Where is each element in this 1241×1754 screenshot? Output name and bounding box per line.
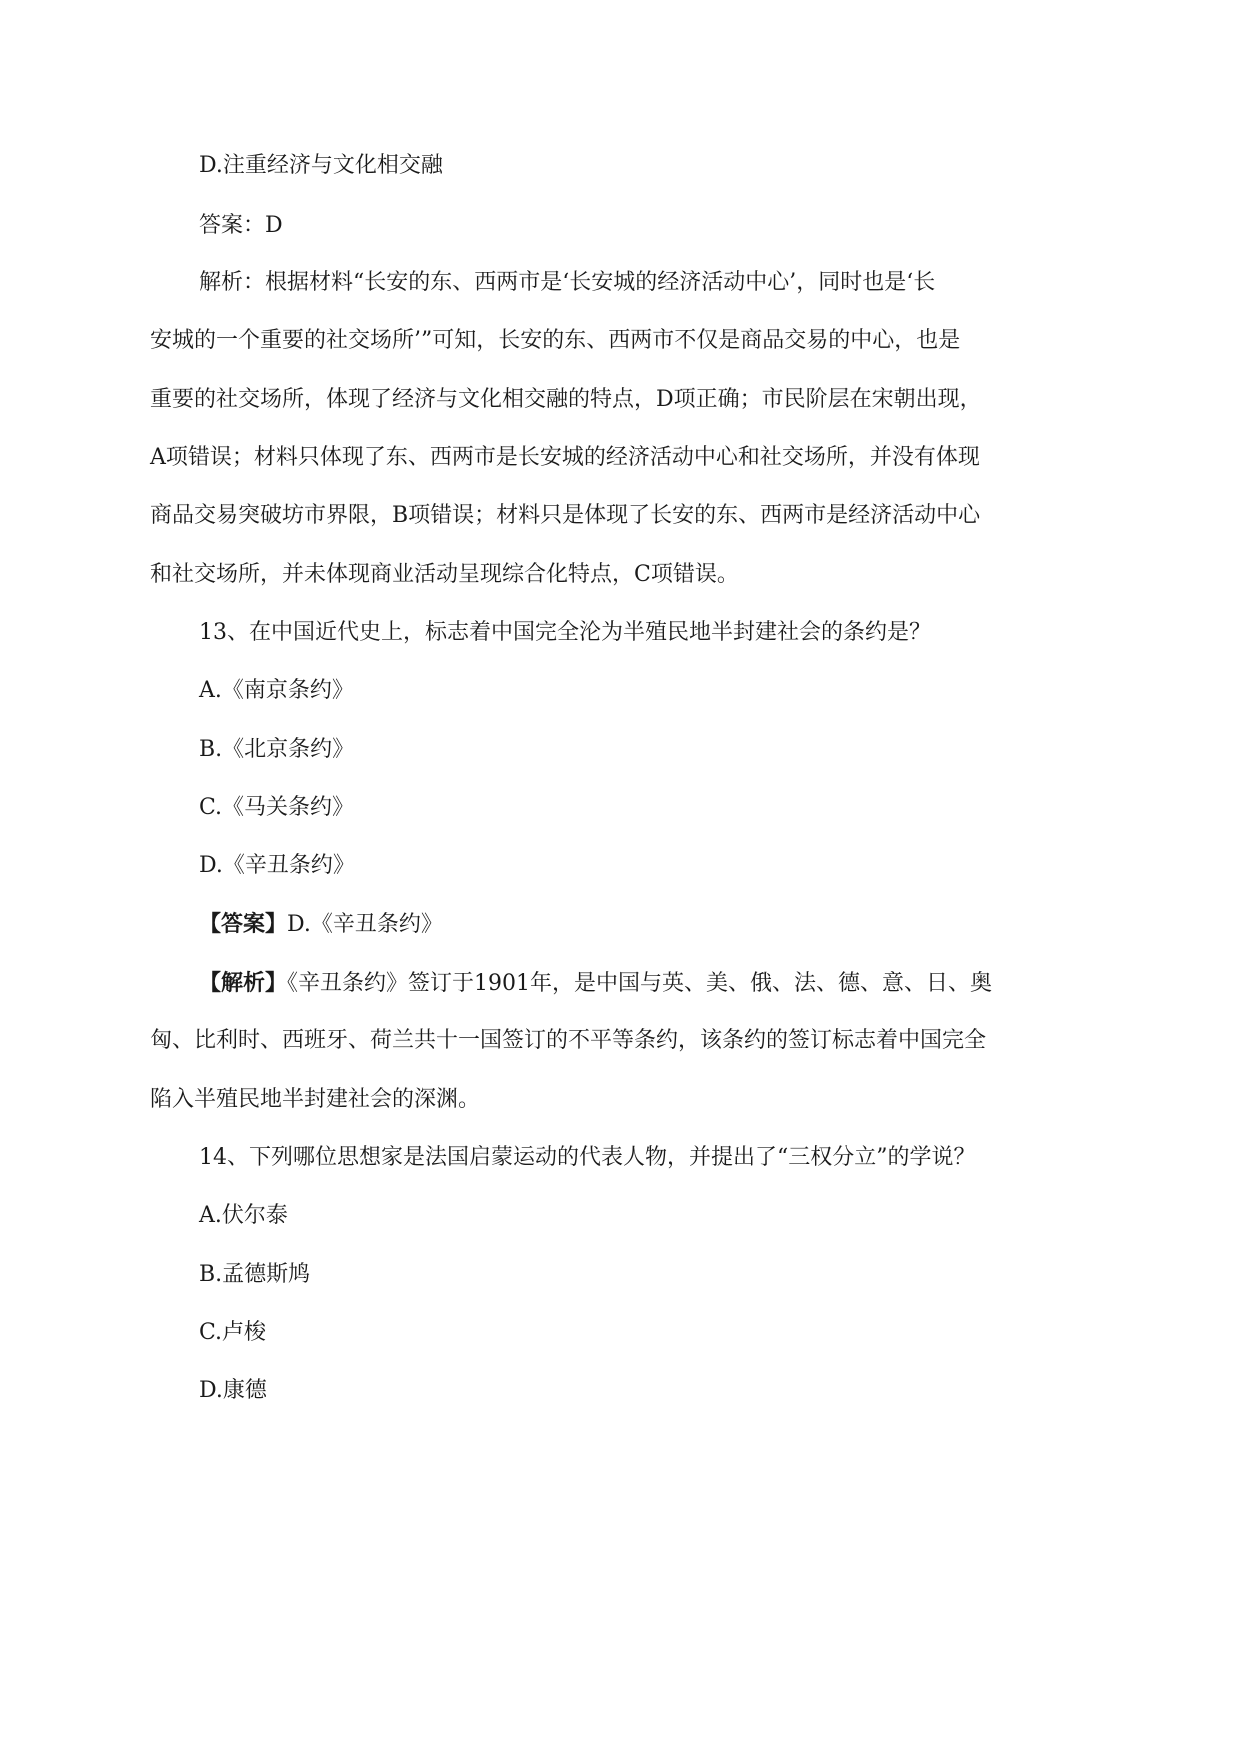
q13-analysis-line-3: 陷入半殖民地半封建社会的深渊。: [150, 1087, 481, 1112]
q13-option-d: D.《辛丑条约》: [199, 853, 355, 878]
q13-analysis-line-1: [199, 965, 992, 1002]
q13-analysis-line-2: 匈、比利时、西班牙、荷兰共十一国签订的不平等条约，该条约的签订标志着中国完全: [150, 1028, 987, 1053]
q13-answer-text: D.《辛丑条约》: [287, 912, 443, 937]
q13-option-a: A.《南京条约》: [199, 678, 354, 703]
q13-answer-tag: 【答案】: [199, 911, 288, 937]
q12-analysis-line-4: A项错误；材料只体现了东、西两市是长安城的经济活动中心和社交场所，并没有体现: [150, 445, 980, 470]
q12-analysis-line-5: 商品交易突破坊市界限，B项错误；材料只是体现了长安的东、西两市是经济活动中心: [150, 503, 981, 528]
q14-option-b: B.孟德斯鸠: [199, 1262, 311, 1287]
q14-option-d: D.康德: [199, 1378, 267, 1403]
q14-option-a: A.伏尔泰: [199, 1203, 288, 1228]
q13-option-b: B.《北京条约》: [199, 737, 355, 762]
q14-question: 14、下列哪位思想家是法国启蒙运动的代表人物，并提出了“三权分立”的学说？: [199, 1145, 976, 1170]
q13-analysis-tag: 【解析】: [199, 970, 288, 996]
q12-analysis-line-1: 解析：根据材料“长安的东、西两市是‘长安城的经济活动中心’，同时也是‘长: [199, 270, 936, 295]
q12-analysis-line-6: 和社交场所，并未体现商业活动呈现综合化特点，C项错误。: [150, 562, 739, 587]
q13-answer: [199, 906, 443, 943]
q13-question: 13、在中国近代史上，标志着中国完全沦为半殖民地半封建社会的条约是？: [199, 620, 931, 645]
q13-analysis-text-1: 《辛丑条约》签订于1901年，是中国与英、美、俄、法、德、意、日、奥: [287, 971, 993, 996]
q12-analysis-line-3: 重要的社交场所，体现了经济与文化相交融的特点，D项正确；市民阶层在宋朝出现，: [150, 387, 982, 412]
q12-analysis-line-2: 安城的一个重要的社交场所’”可知，长安的东、西两市不仅是商品交易的中心，也是: [150, 328, 961, 353]
q12-option-d: D.注重经济与文化相交融: [199, 153, 443, 178]
q13-option-c: C.《马关条约》: [199, 795, 355, 820]
q12-answer: 答案：D: [199, 213, 283, 238]
q14-option-c: C.卢梭: [199, 1320, 267, 1345]
